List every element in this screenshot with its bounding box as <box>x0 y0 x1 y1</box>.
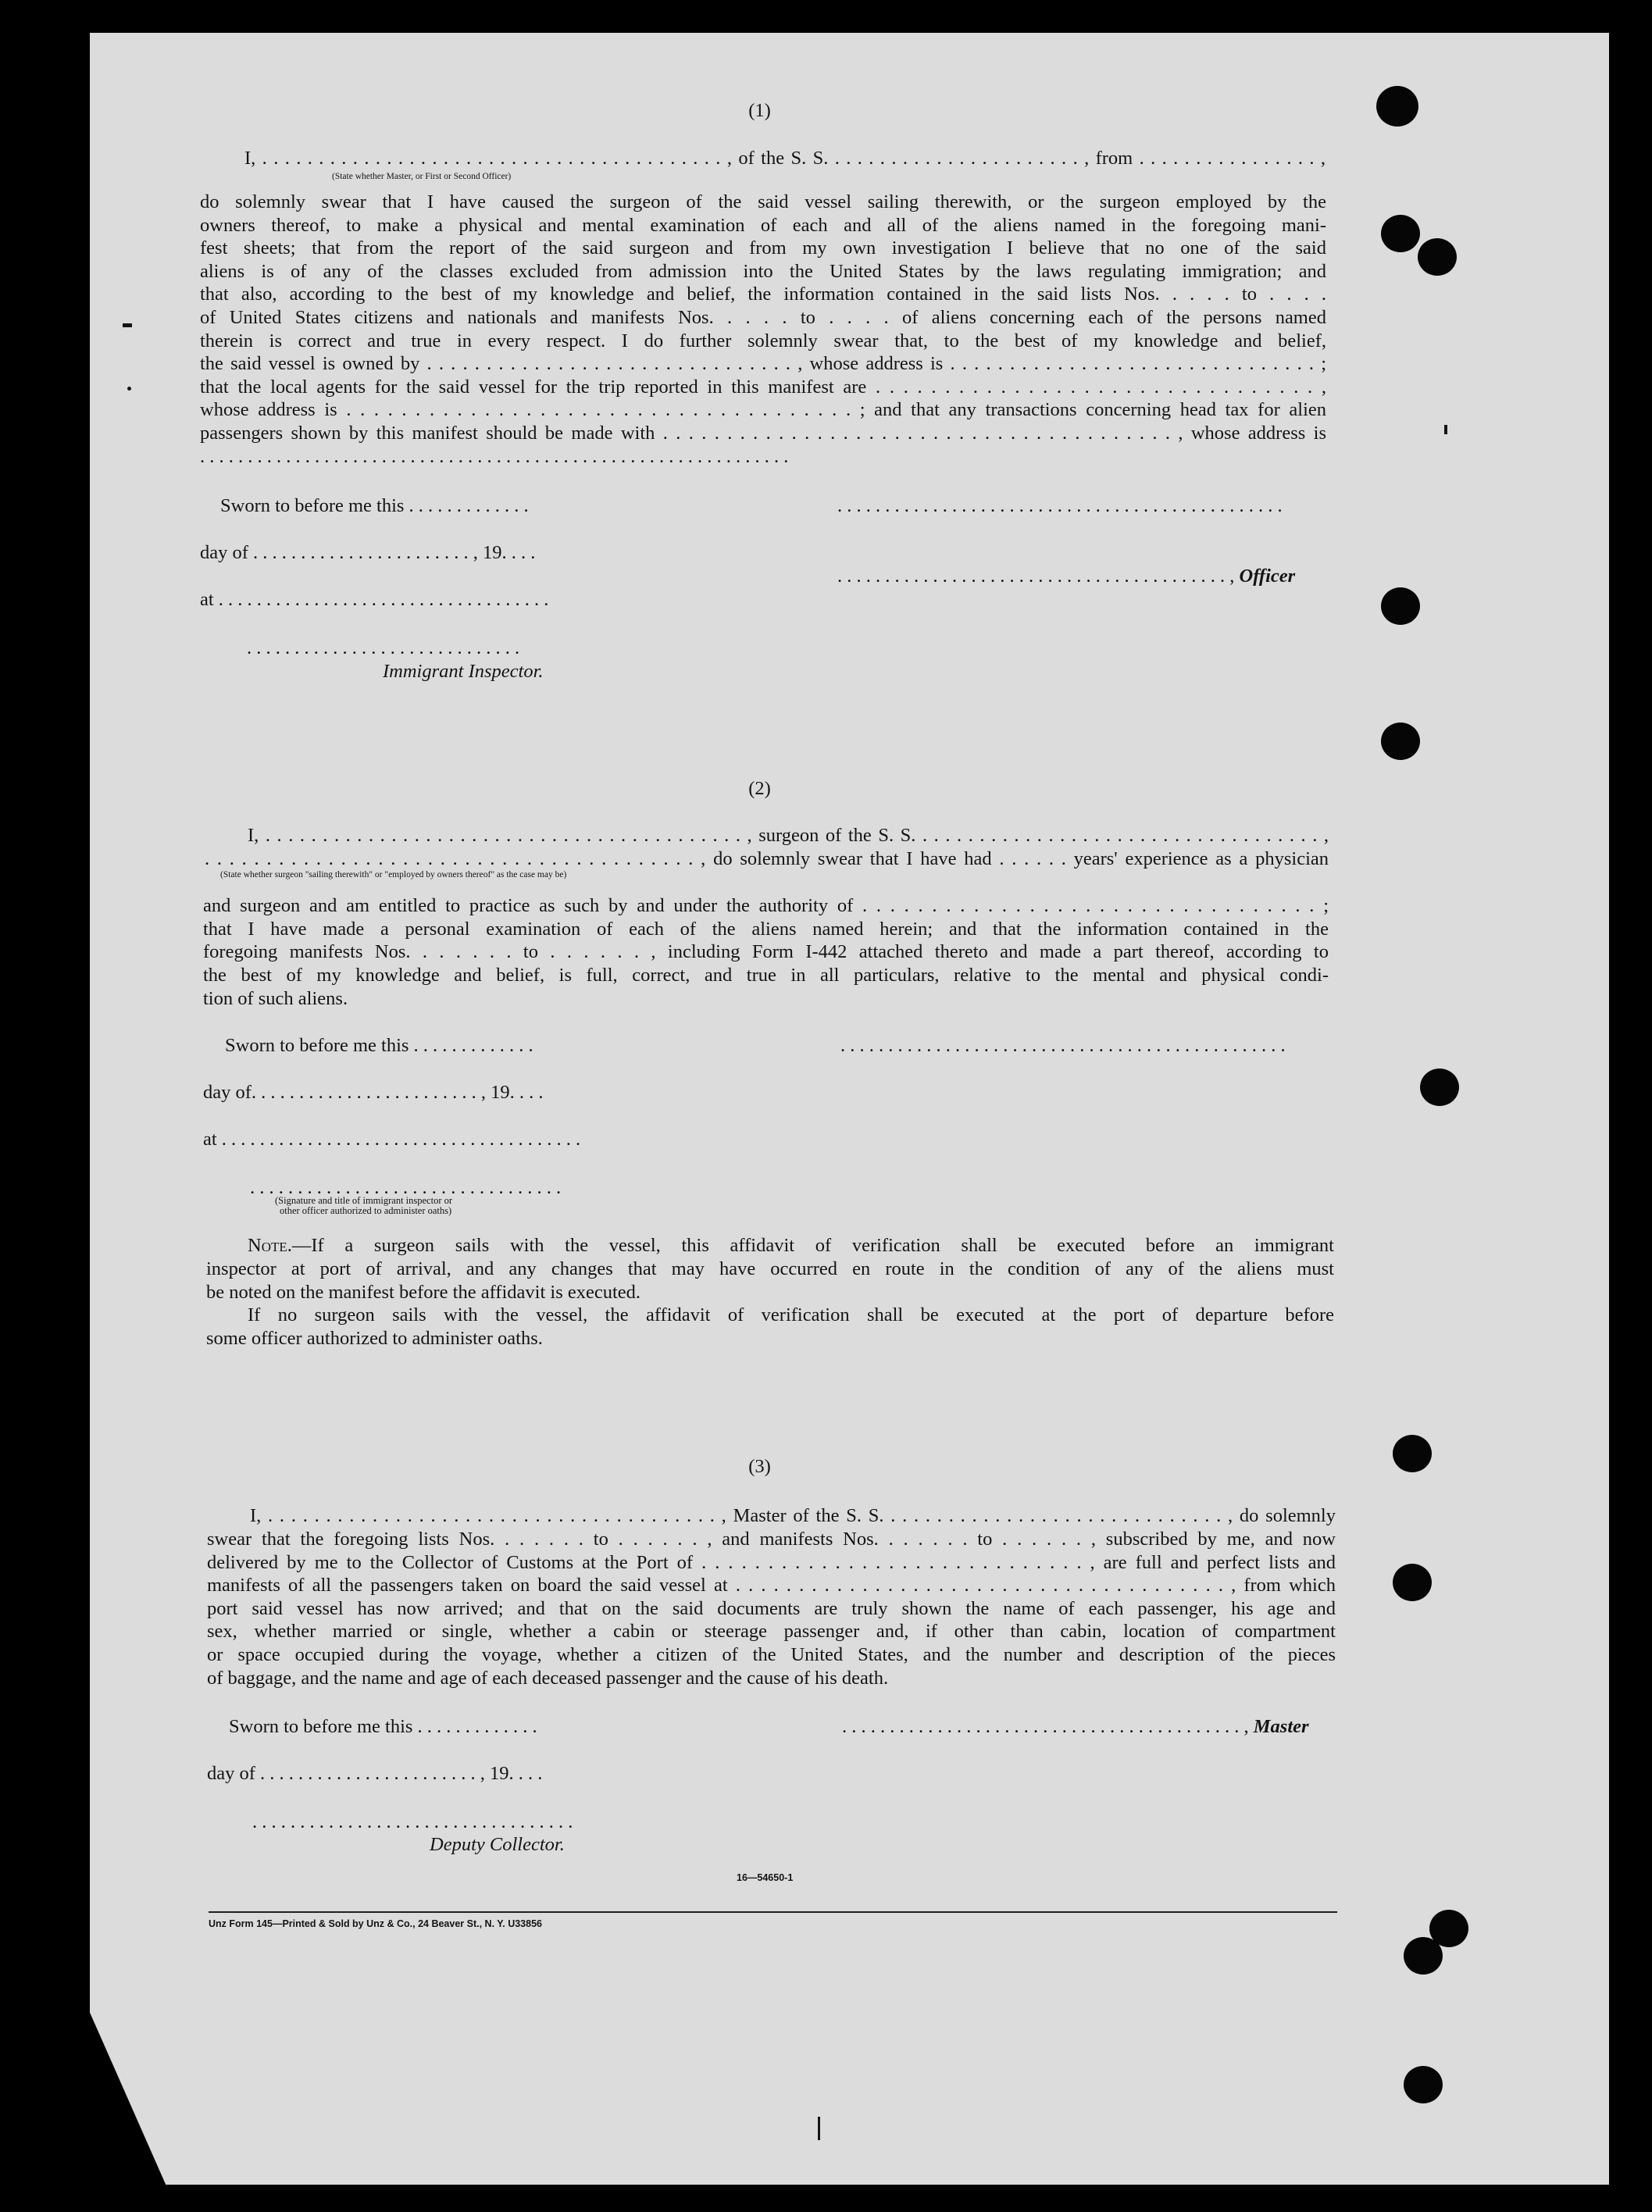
officer-dots: . . . . . . . . . . . . . . . . . . . . . . . . . . . . . . . . . . . . . . . . . , <box>837 565 1235 587</box>
section-1-line: owners thereof, to make a physical and mental examination of each and all of the aliens named in the foregoing mani- <box>200 215 1326 236</box>
punch-hole <box>1404 2066 1443 2103</box>
section-1-officer-line <box>837 565 1295 588</box>
section-1-line: whose address is . . . . . . . . . . . . . . . . . . . . . . . . . . . . . . . . . . . . . ; and that any transactions concerning head tax for alien <box>200 399 1326 420</box>
section-1-line: that the local agents for the said vessel for the trip reported in this manifest are . . . . . . . . . . . . . . . . . . . . . . . . . . . . . . . . , <box>200 376 1326 398</box>
section-3-line: swear that the foregoing lists Nos. . . . . . . to . . . . . . , and manifests Nos. . . . . . . to . . . . . . , subscribed by me, and now <box>207 1529 1336 1550</box>
section-1-line: fest sheets; that from the report of the said surgeon and from my own investigation I believe that no one of the said <box>200 237 1326 259</box>
section-1-line: of United States citizens and nationals and manifests Nos. . . . . to . . . . of aliens concerning each of the persons named <box>200 307 1326 328</box>
section-2-day-of: day of. . . . . . . . . . . . . . . . . . . . . . . . , 19. . . . <box>203 1082 544 1103</box>
section-1-inspector-label: Immigrant Inspector. <box>383 661 544 682</box>
section-2-number: (2) <box>748 778 771 799</box>
section-3-line: sex, whether married or single, whether a cabin or steerage passenger and, if other than cabin, location of compartment <box>207 1621 1336 1642</box>
section-1-line: aliens is of any of the classes excluded from admission into the United States by the laws regulating immigration; and <box>200 261 1326 282</box>
note-label: Note. <box>248 1235 292 1256</box>
section-2-line1: I, . . . . . . . . . . . . . . . . . . . . . . . . . . . . . . . . . . . . . . . . . . , surgeon of the S. S. . . . . . . . . . . . . . . . . . . . . . . . . . . . . . . . . . . . , <box>248 825 1329 846</box>
section-1-line: therein is correct and true in every respect. I do further solemnly swear that, to the best of my knowledge and belief, <box>200 330 1326 351</box>
section-2-line2: . . . . . . . . . . . . . . . . . . . . . . . . . . . . . . . . . . . . . . . . , do solemnly swear that I have had . . . . . . years' experience as a physician <box>205 848 1329 869</box>
officer-label: Officer <box>1239 565 1296 587</box>
section-2-line2-note: (State whether surgeon "sailing therewith" or "employed by owners thereof" as the case may be) <box>220 870 567 879</box>
note-line <box>248 1234 1334 1258</box>
section-2-sign-dots: . . . . . . . . . . . . . . . . . . . . . . . . . . . . . . . . . . . . . . . . . . . . . . . <box>840 1035 1286 1056</box>
section-3-collector-dots: . . . . . . . . . . . . . . . . . . . . . . . . . . . . . . . . . . <box>252 1811 573 1832</box>
note-line: be noted on the manifest before the affidavit is executed. <box>206 1282 641 1303</box>
section-1-head-line: I, . . . . . . . . . . . . . . . . . . . . . . . . . . . . . . . . . . . . . . . . . , of the S. S. . . . . . . . . . . . . . . . . . . . . . . , from . . . . . . . . . . . . . . . . , <box>244 148 1326 169</box>
section-1-head-note: (State whether Master, or First or Second Officer) <box>332 172 512 181</box>
section-1-number: (1) <box>748 100 771 121</box>
punch-hole <box>1393 1564 1432 1601</box>
section-3-line: or space occupied during the voyage, whether a citizen of the United States, and the number and description of the pieces <box>207 1644 1336 1665</box>
section-3-master-line <box>842 1715 1309 1739</box>
master-dots: . . . . . . . . . . . . . . . . . . . . . . . . . . . . . . . . . . . . . . . . . . , <box>842 1716 1249 1737</box>
section-2-line: foregoing manifests Nos. . . . . . . to . . . . . . , including Form I-442 attached thereto and made a part thereof, according to <box>203 941 1329 962</box>
section-2-sworn: Sworn to before me this . . . . . . . . . . . . . <box>225 1035 533 1056</box>
section-1-line: that also, according to the best of my knowledge and belief, the information contained in the said lists Nos. . . . . to . . . . <box>200 284 1326 305</box>
section-1-sworn: Sworn to before me this . . . . . . . . . . . . . <box>220 495 529 516</box>
section-3-collector-label: Deputy Collector. <box>430 1834 565 1855</box>
section-3-number: (3) <box>748 1456 771 1477</box>
note-text: —If a surgeon sails with the vessel, this affidavit of verification shall be executed before an immigrant <box>291 1235 1334 1256</box>
master-label: Master <box>1253 1716 1309 1737</box>
note-line: inspector at port of arrival, and any changes that may have occurred en route in the condition of any of the aliens must <box>206 1258 1334 1279</box>
section-2-inspector-note-2: other officer authorized to administer oaths) <box>280 1205 452 1216</box>
form-code: 16—54650-1 <box>737 1872 794 1883</box>
speck <box>123 323 132 327</box>
footer-rule <box>209 1911 1337 1913</box>
punch-hole <box>1418 238 1457 276</box>
punch-hole <box>1381 587 1420 625</box>
section-2-inspector-dots: . . . . . . . . . . . . . . . . . . . . . . . . . . . . . . . . . <box>250 1177 562 1198</box>
section-3-line: port said vessel has now arrived; and that on the said documents are truly shown the name of each passenger, his age and <box>207 1598 1336 1619</box>
section-2-inspector-note-1: (Signature and title of immigrant inspector or <box>275 1195 453 1206</box>
section-3-sworn: Sworn to before me this . . . . . . . . . . . . . <box>229 1716 537 1737</box>
section-2-at: at . . . . . . . . . . . . . . . . . . . . . . . . . . . . . . . . . . . . . . <box>203 1129 581 1150</box>
section-1-sign-dots: . . . . . . . . . . . . . . . . . . . . . . . . . . . . . . . . . . . . . . . . . . . . . . . <box>837 495 1283 516</box>
punch-hole <box>1404 1937 1443 1975</box>
footer-imprint: Unz Form 145—Printed & Sold by Unz & Co., 24 Beaver St., N. Y. U33856 <box>209 1918 542 1929</box>
section-1-line: . . . . . . . . . . . . . . . . . . . . . . . . . . . . . . . . . . . . . . . . . . . . . . . . . . . . . . . . . . . . . . <box>200 446 789 467</box>
punch-hole <box>1381 215 1420 252</box>
section-2-line: tion of such aliens. <box>203 988 348 1009</box>
section-1-line: passengers shown by this manifest should be made with . . . . . . . . . . . . . . . . . . . . . . . . . . . . . . . . . . . . . . . . , whose address is <box>200 423 1326 444</box>
speck <box>818 2117 820 2140</box>
section-3-line: of baggage, and the name and age of each deceased passenger and the cause of his death. <box>207 1668 889 1689</box>
section-1-line: do solemnly swear that I have caused the surgeon of the said vessel sailing therewith, or the surgeon employed by the <box>200 191 1326 212</box>
section-3-line: I, . . . . . . . . . . . . . . . . . . . . . . . . . . . . . . . . . . . . . . . , Master of the S. S. . . . . . . . . . . . . . . . . . . . . . . . . . . . . . , do solemnly <box>250 1505 1336 1526</box>
section-1-line: the said vessel is owned by . . . . . . . . . . . . . . . . . . . . . . . . . . . . . . . , whose address is . . . . . . . . . . . . . . . . . . . . . . . . . . . . . . . ; <box>200 353 1326 374</box>
note-line: some officer authorized to administer oaths. <box>206 1328 543 1349</box>
speck <box>127 387 131 391</box>
punch-hole <box>1420 1069 1459 1106</box>
section-1-inspector-dots: . . . . . . . . . . . . . . . . . . . . . . . . . . . . . <box>247 637 520 658</box>
section-2-line: that I have made a personal examination of each of the aliens named herein; and that the information contained in the <box>203 919 1329 940</box>
section-3-line: delivered by me to the Collector of Customs at the Port of . . . . . . . . . . . . . . . . . . . . . . . . . . . . . , are full and perfect lists and <box>207 1552 1336 1573</box>
section-3-line: manifests of all the passengers taken on board the said vessel at . . . . . . . . . . . . . . . . . . . . . . . . . . . . . . . . . . . . . . . , from which <box>207 1575 1336 1596</box>
section-2-line: and surgeon and am entitled to practice as such by and under the authority of . . . . . . . . . . . . . . . . . . . . . . . . . . . . . . . . . ; <box>203 895 1329 916</box>
section-3-day-of: day of . . . . . . . . . . . . . . . . . . . . . . . , 19. . . . <box>207 1763 543 1784</box>
punch-hole <box>1381 722 1420 760</box>
section-1-day-of: day of . . . . . . . . . . . . . . . . . . . . . . . , 19. . . . <box>200 542 536 563</box>
section-2-line: the best of my knowledge and belief, is full, correct, and true in all particulars, relative to the mental and physical condi- <box>203 965 1329 986</box>
speck <box>1444 425 1447 434</box>
section-1-at: at . . . . . . . . . . . . . . . . . . . . . . . . . . . . . . . . . . . <box>200 589 549 610</box>
note-line: If no surgeon sails with the vessel, the affidavit of verification shall be executed at the port of departure before <box>248 1304 1334 1325</box>
